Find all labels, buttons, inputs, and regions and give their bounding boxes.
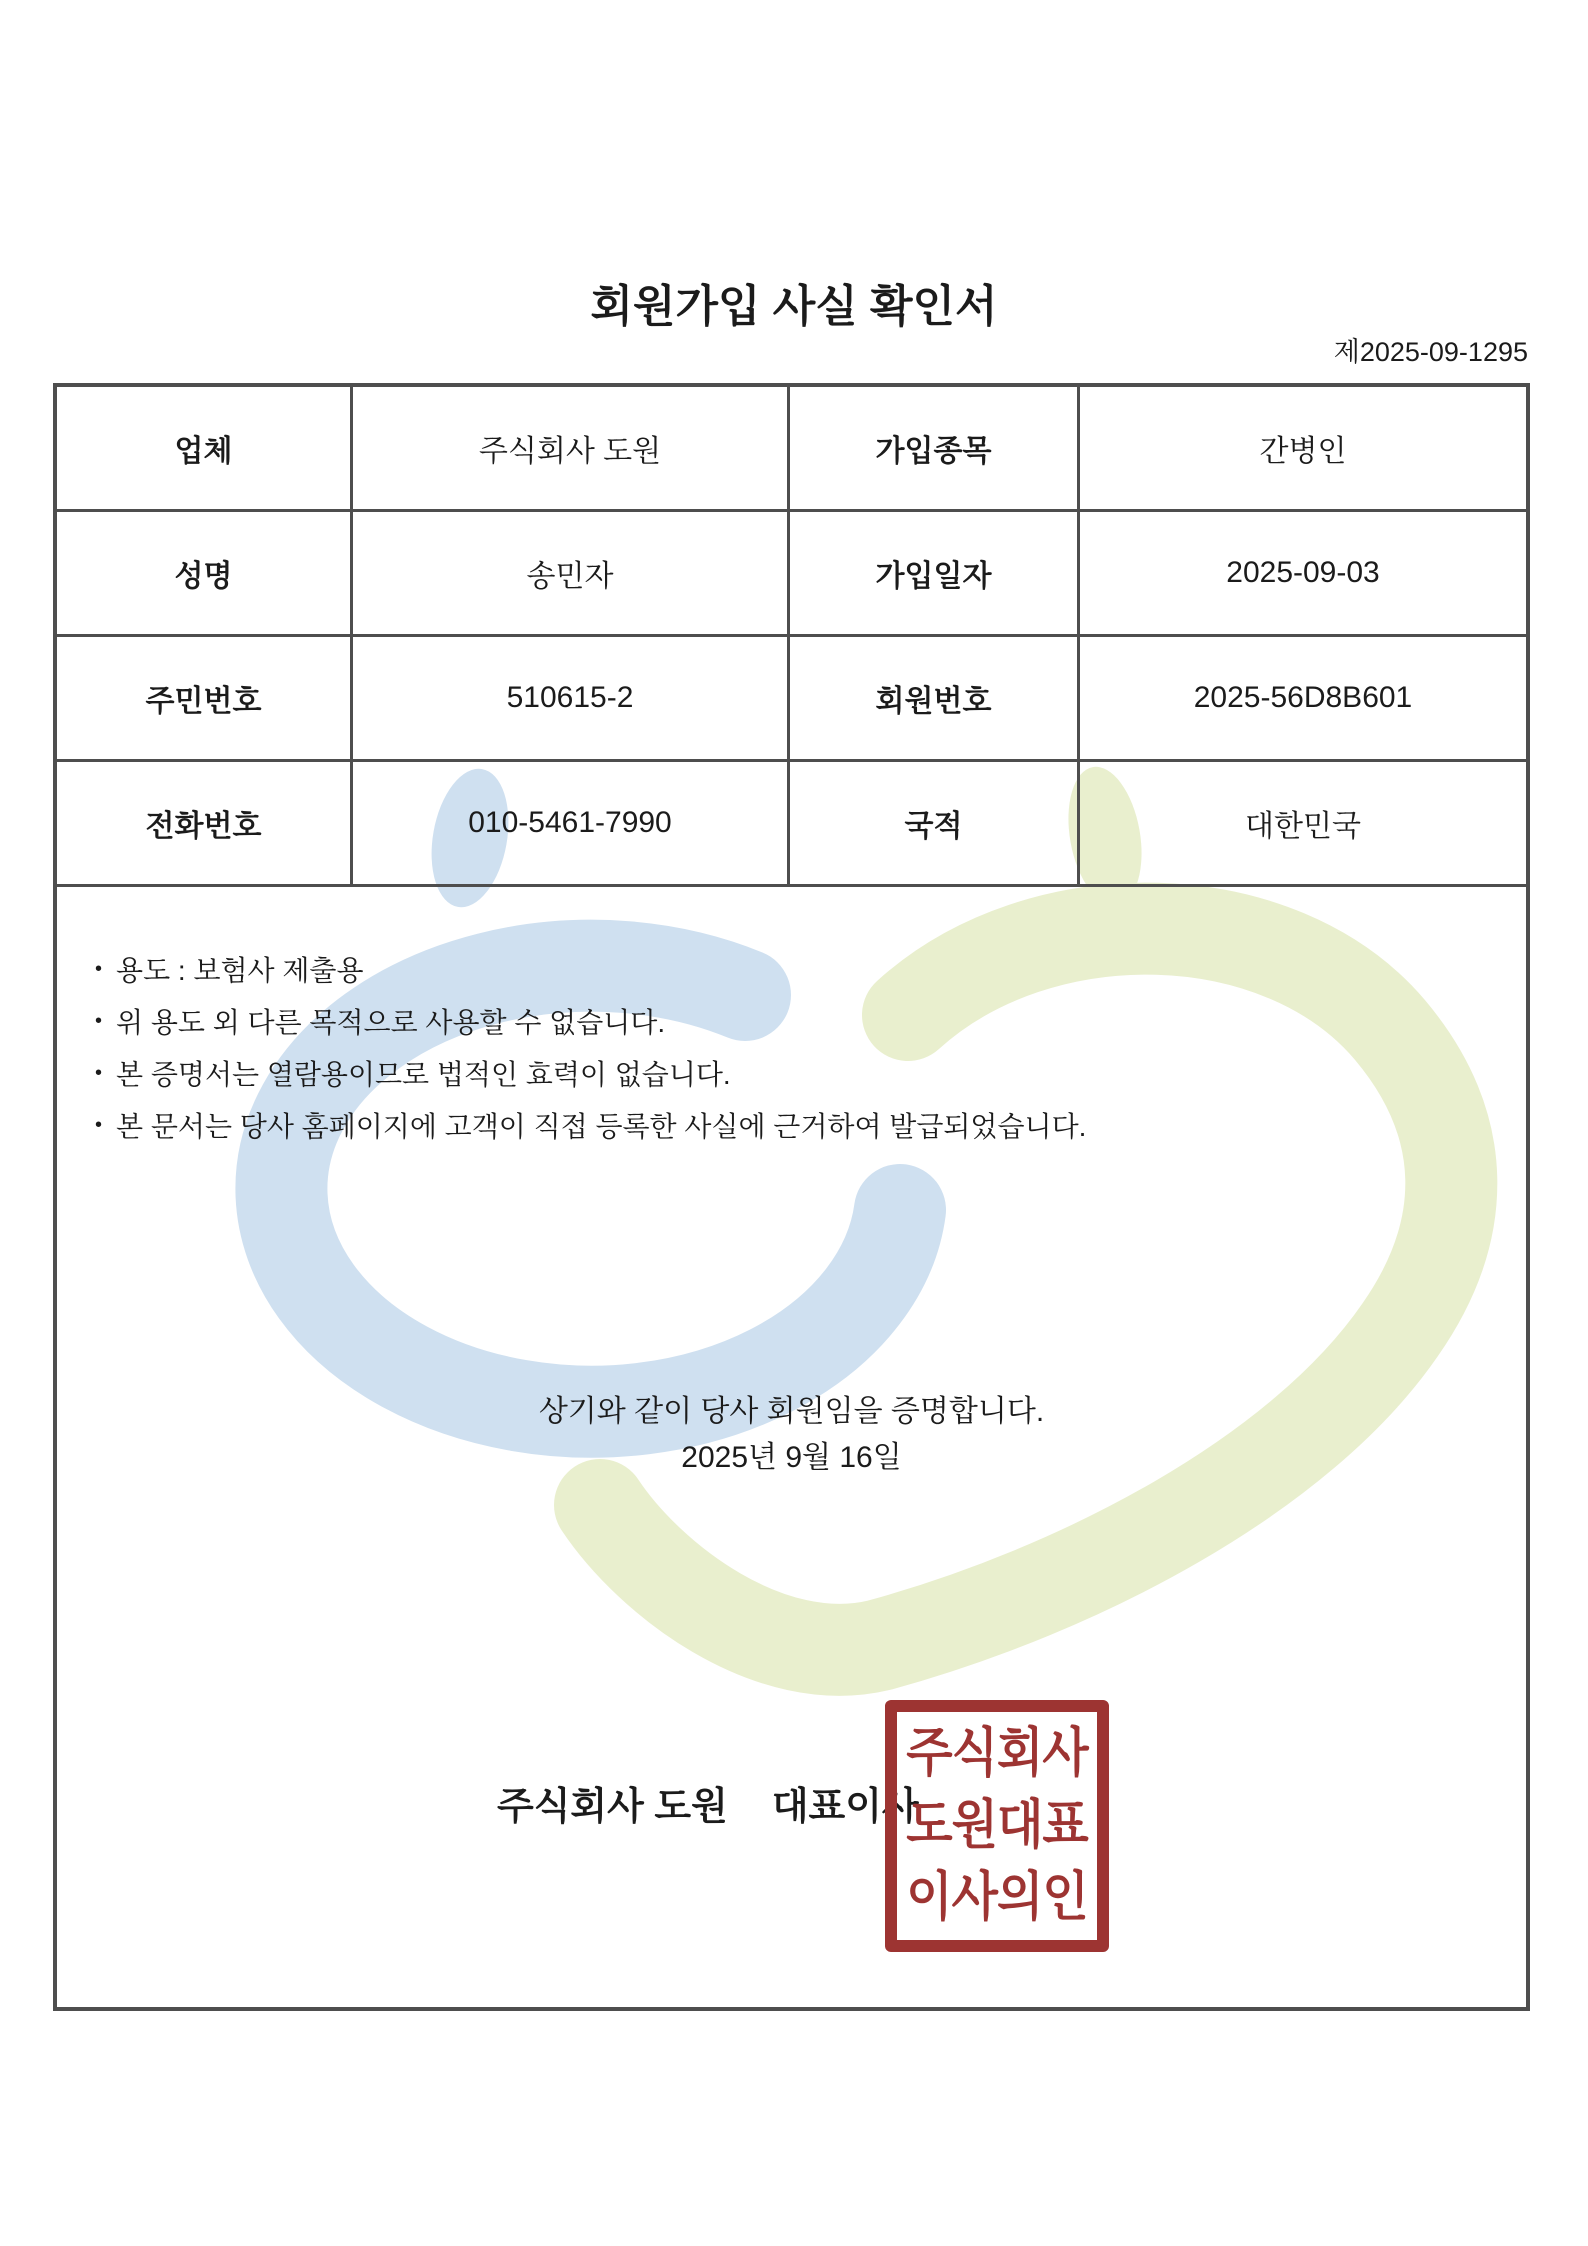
note-text: 용도 : 보험사 제출용 (116, 955, 364, 986)
note-text: 위 용도 외 다른 목적으로 사용할 수 없습니다. (116, 1007, 666, 1038)
seal-text-row: 주식회사 (906, 1724, 1088, 1783)
table-cell-value: 주식회사 도원 (353, 387, 790, 512)
note-text: 본 증명서는 열람용이므로 법적인 효력이 없습니다. (116, 1059, 731, 1090)
table-cell-value: 2025-56D8B601 (1080, 637, 1526, 762)
certification-statement (57, 1389, 1526, 1481)
note-item (95, 995, 1086, 1047)
issuer-company-name: 주식회사 도원 (497, 1786, 728, 1828)
page-title: 회원가입 사실 확인서 (590, 282, 998, 331)
statement-date: 2025년 9월 16일 (681, 1441, 902, 1474)
table-cell-label: 가입종목 (790, 387, 1080, 512)
note-item (95, 1099, 1086, 1151)
table-cell-value: 510615-2 (353, 637, 790, 762)
table-cell-label: 국적 (790, 762, 1080, 887)
bullet-icon: • (95, 1009, 103, 1032)
table-cell-value: 송민자 (353, 512, 790, 637)
bullet-icon: • (95, 1113, 103, 1136)
corporate-seal-stamp (885, 1700, 1109, 1952)
bullet-icon: • (95, 1061, 103, 1084)
table-cell-value: 간병인 (1080, 387, 1526, 512)
note-item (95, 1047, 1086, 1099)
statement-line: 상기와 같이 당사 회원임을 증명합니다. (538, 1395, 1045, 1428)
table-cell-label: 전화번호 (57, 762, 353, 887)
table-cell-label: 회원번호 (790, 637, 1080, 762)
table-cell-label: 성명 (57, 512, 353, 637)
table-cell-value: 대한민국 (1080, 762, 1526, 887)
seal-text-row: 도원대표 (906, 1796, 1088, 1855)
note-item (95, 943, 1086, 995)
document-number: 제2025-09-1295 (1333, 337, 1528, 367)
table-cell-label: 업체 (57, 387, 353, 512)
bullet-icon: • (95, 957, 103, 980)
certificate-body-box (53, 383, 1530, 2011)
issuer-ceo-title: 대표이사 (771, 1786, 919, 1828)
issuer-line (497, 1775, 919, 1830)
usage-notes (95, 943, 1086, 1151)
table-cell-value: 2025-09-03 (1080, 512, 1526, 637)
table-cell-value: 010-5461-7990 (353, 762, 790, 887)
note-text: 본 문서는 당사 홈페이지에 고객이 직접 등록한 사실에 근거하여 발급되었습니다. (116, 1111, 1087, 1142)
table-cell-label: 가입일자 (790, 512, 1080, 637)
seal-text-row: 이사의인 (906, 1868, 1088, 1927)
member-info-table (57, 387, 1526, 887)
table-cell-label: 주민번호 (57, 637, 353, 762)
